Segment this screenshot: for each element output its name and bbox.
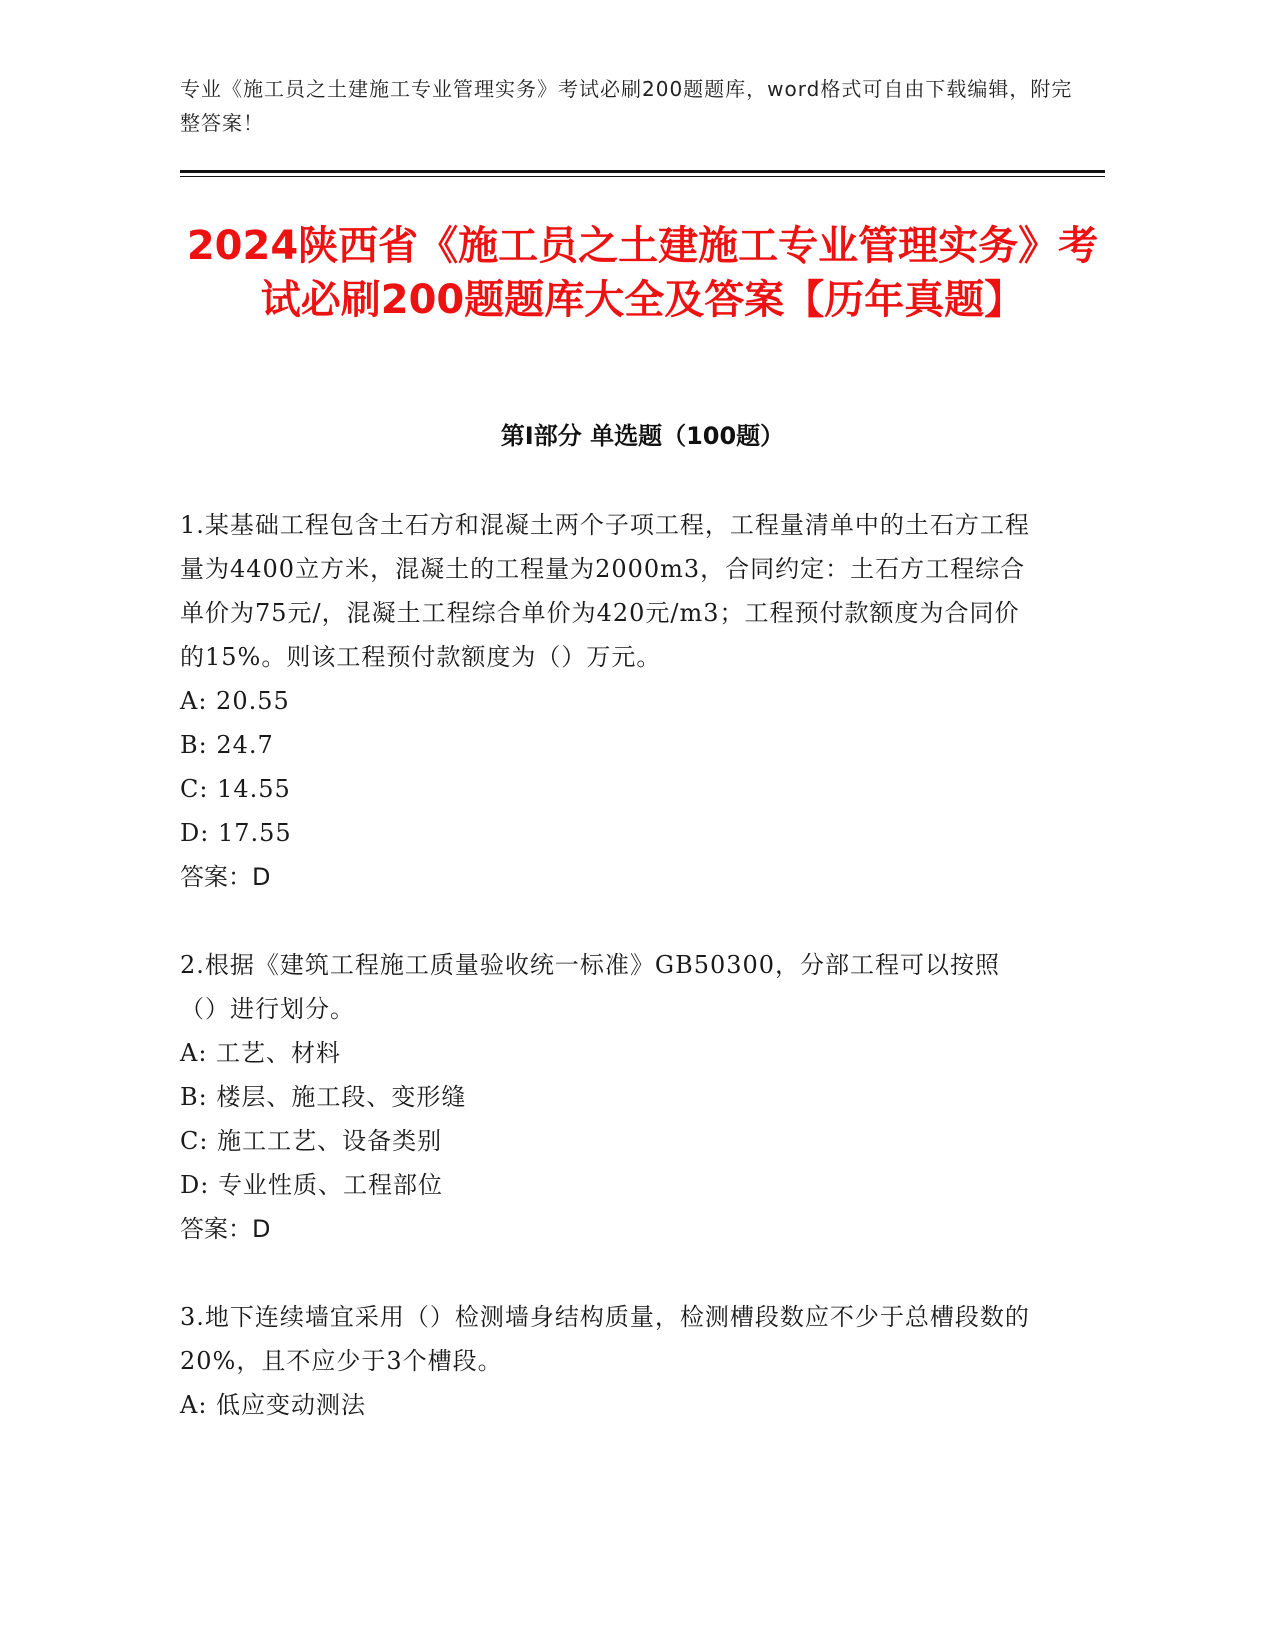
option-a: A: 低应变动测法 (180, 1391, 367, 1419)
option-a: A: 20.55 (180, 687, 290, 715)
question-1 (180, 503, 1035, 899)
question-stem: 3.地下连续墙宜采用（）检测墙身结构质量，检测槽段数应不少于总槽段数的20%，且不应少于3个槽段。 (180, 1303, 1030, 1375)
header-note: 专业《施工员之土建施工专业管理实务》考试必刷200题题库，word格式可自由下载编辑，附完整答案！ (180, 77, 1073, 135)
option-b: B: 楼层、施工段、变形缝 (180, 1083, 467, 1111)
question-list (180, 503, 1035, 1471)
header-divider-thin (180, 176, 1105, 177)
option-a: A: 工艺、材料 (180, 1039, 342, 1067)
question-3 (180, 1295, 1035, 1427)
option-c: C: 施工工艺、设备类别 (180, 1127, 443, 1155)
answer-text: 答案：D (180, 863, 271, 891)
option-d: D: 专业性质、工程部位 (180, 1171, 443, 1199)
option-c: C: 14.55 (180, 775, 291, 803)
option-b: B: 24.7 (180, 731, 274, 759)
question-stem: 1.某基础工程包含土石方和混凝土两个子项工程，工程量清单中的土石方工程量为4400立方米，混凝土的工程量为2000m3，合同约定：土石方工程综合单价为75元/，混凝土工程综合单价为420元/m3；工程预付款额度为合同价的15%。则该工程预付款额度为（）万元。 (180, 511, 1030, 671)
answer-text: 答案：D (180, 1215, 271, 1243)
question-2 (180, 943, 1035, 1251)
question-stem: 2.根据《建筑工程施工质量验收统一标准》GB50300，分部工程可以按照（）进行划分。 (180, 951, 1001, 1023)
section-heading: 第I部分 单选题（100题） (500, 422, 785, 450)
document-title: 2024陕西省《施工员之土建施工专业管理实务》考试必刷200题题库大全及答案【历年真题】 (186, 223, 1099, 323)
option-d: D: 17.55 (180, 819, 292, 847)
header-divider-thick (180, 170, 1105, 173)
